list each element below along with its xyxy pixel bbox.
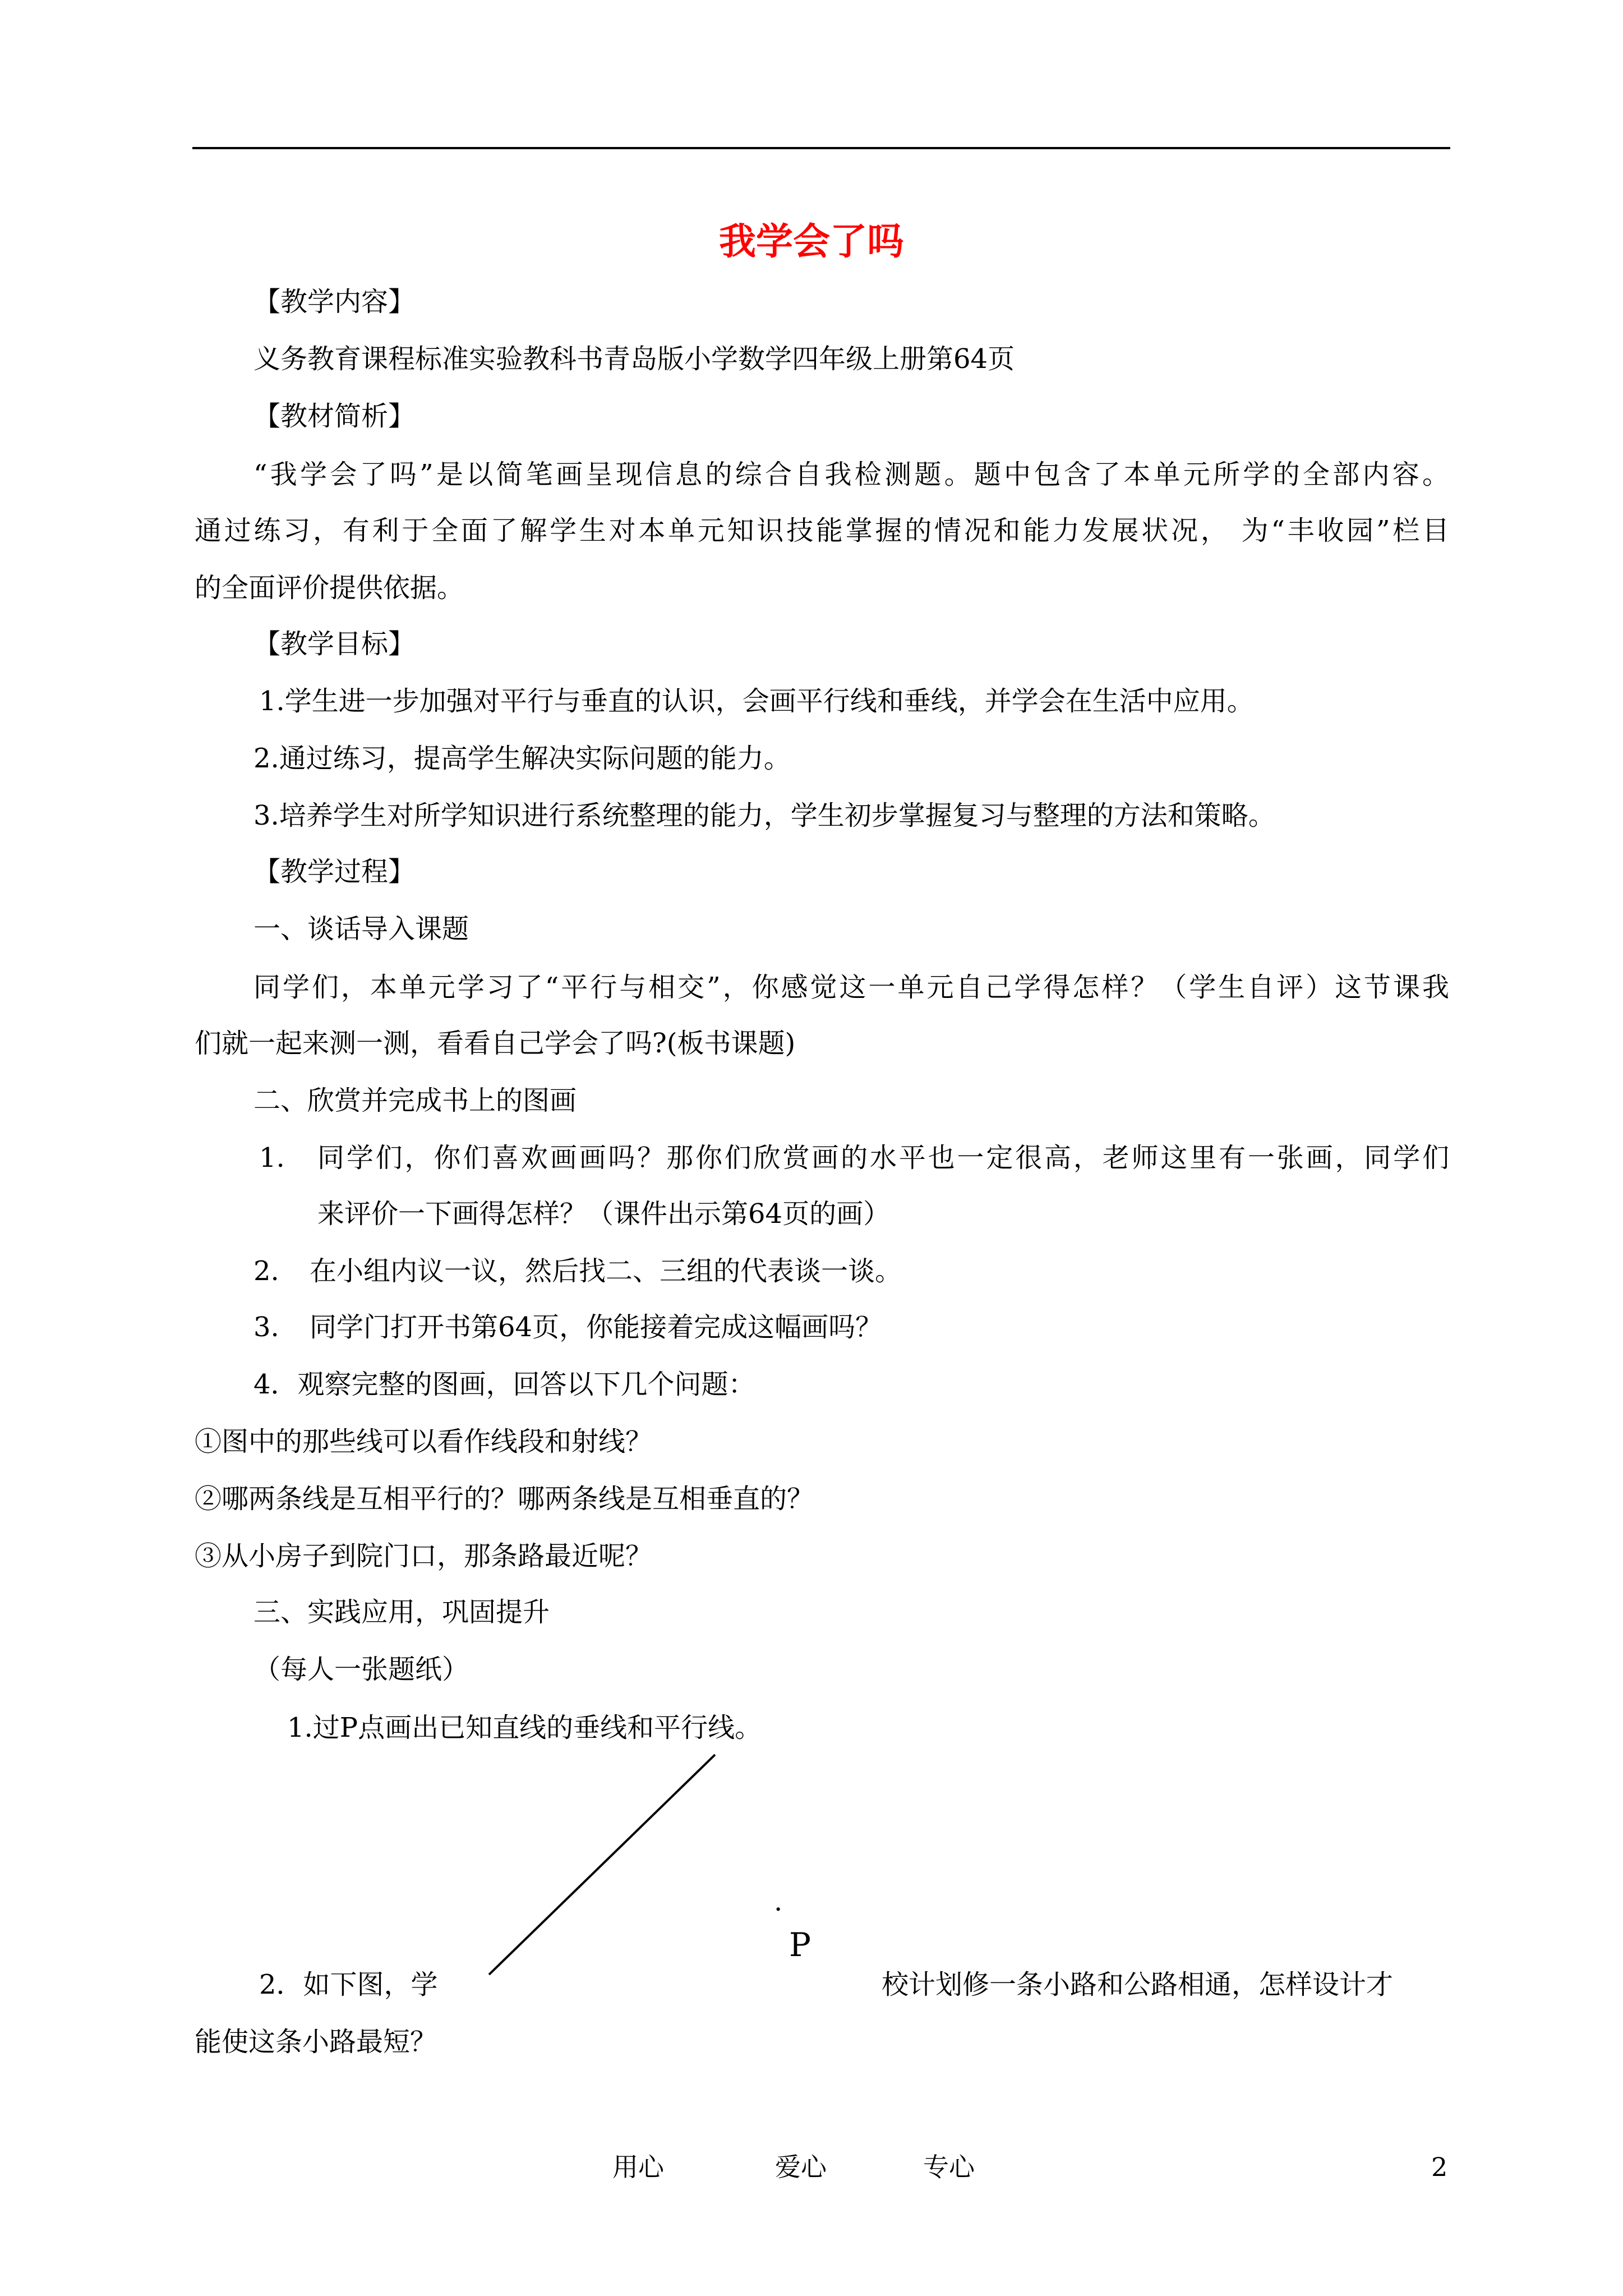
section3-heading: 三、实践应用，巩固提升 (253, 1596, 550, 1628)
analysis-line-2: 通过练习，有利于全面了解学生对本单元知识技能掌握的情况和能力发展状况， 为“丰收园”栏目 (195, 515, 1449, 546)
footer-word-2: 爱心 (775, 2152, 827, 2182)
point-label: P (789, 1926, 811, 1964)
section2-item-1-line-2: 来评价一下画得怎样？（课件出示第64页的画） (317, 1198, 891, 1230)
task-2-text-end: 校计划修一条小路和公路相通，怎样设计才 (882, 1969, 1394, 2000)
question-2: ②哪两条线是互相平行的？哪两条线是互相垂直的？ (195, 1483, 814, 1515)
heading-analysis: 【教材简析】 (253, 401, 416, 432)
section2-item-4: 4．观察完整的图画，回答以下几个问题： (253, 1369, 755, 1400)
analysis-line-1: “我学会了吗”是以简笔画呈现信息的综合自我检测题。题中包含了本单元所学的全部内容。 (253, 459, 1449, 490)
section2-item-1-line-1: 同学们，你们喜欢画画吗？那你们欣赏画的水平也一定很高，老师这里有一张画，同学们 (317, 1142, 1449, 1174)
footer-word-1: 用心 (612, 2152, 664, 2182)
analysis-line-3: 的全面评价提供依据。 (195, 572, 464, 604)
task-2-text-cont: 能使这条小路最短？ (195, 2026, 437, 2058)
section1-line-1: 同学们，本单元学习了“平行与相交”，你感觉这一单元自己学得怎样？（学生自评）这节课我 (253, 972, 1449, 1003)
content-text: 义务教育课程标准实验教科书青岛版小学数学四年级上册第64页 (253, 343, 1015, 375)
question-1: ①图中的那些线可以看作线段和射线？ (195, 1426, 653, 1457)
heading-process: 【教学过程】 (253, 856, 416, 887)
task-1-text: 1.过P点画出已知直线的垂线和平行线。 (287, 1712, 762, 1743)
section2-heading: 二、欣赏并完成书上的图画 (253, 1085, 577, 1116)
question-3: ③从小房子到院门口，那条路最近呢？ (195, 1540, 653, 1572)
goal-item-1: 1.学生进一步加强对平行与垂直的认识，会画平行线和垂线，并学会在生活中应用。 (259, 685, 1254, 717)
goal-item-3: 3.培养学生对所学知识进行系统整理的能力，学生初步掌握复习与整理的方法和策略。 (253, 800, 1275, 831)
footer-word-3: 专心 (923, 2152, 975, 2182)
page-title: 我学会了吗 (719, 219, 904, 263)
section2-item-3-text: 同学门打开书第64页，你能接着完成这幅画吗？ (310, 1312, 883, 1343)
section3-note: （每人一张题纸） (253, 1654, 469, 1685)
section2-item-2-number: 2. (253, 1255, 279, 1287)
page-number: 2 (1431, 2152, 1448, 2182)
section2-item-3-number: 3. (253, 1312, 279, 1343)
section1-heading: 一、谈话导入课题 (253, 913, 469, 945)
section2-item-2-text: 在小组内议一议，然后找二、三组的代表谈一谈。 (310, 1255, 902, 1287)
heading-content: 【教学内容】 (253, 286, 416, 318)
section2-item-1-number: 1. (259, 1142, 285, 1174)
section1-line-2: 们就一起来测一测，看看自己学会了吗?(板书课题) (195, 1028, 796, 1059)
heading-goals: 【教学目标】 (253, 628, 416, 660)
point-dot: . (774, 1886, 783, 1917)
task-2-text-start: 2．如下图，学 (259, 1969, 438, 2000)
goal-item-2: 2.通过练习，提高学生解决实际问题的能力。 (253, 743, 791, 774)
given-line (489, 1755, 715, 1975)
